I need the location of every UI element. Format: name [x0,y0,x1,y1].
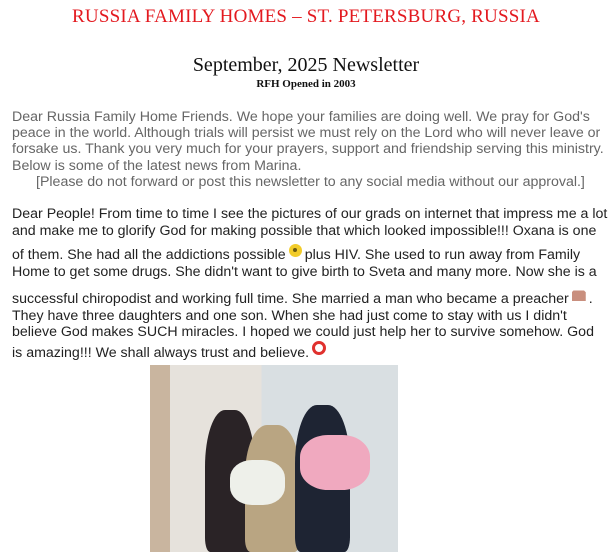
sick-emoji-icon [289,244,302,257]
opened-note: RFH Opened in 2003 [256,78,356,90]
story-line [12,341,607,362]
family-photo [150,365,398,552]
church-icon [572,285,586,301]
story-line: Dear People! From time to time I see the pictures of our grads on internet that impress me a lot [12,206,608,222]
newsletter-date: September, 2025 Newsletter [192,54,420,76]
page-title: RUSSIA FAMILY HOMES – ST. PETERSBURG, RUSSIA [72,6,540,27]
intro-line: forsake us. Thank you very much for your prayers, support and friendship serving this ministry. [12,141,604,158]
notice: [Please do not forward or post this newsletter to any social media without our approval.] [36,173,585,190]
story-line: They have three daughters and one son. When she had just come to stay with us I didn't [12,307,567,324]
story-line: believe God makes SUCH miracles. I hoped we could just help her to survive somehow. God [12,324,594,340]
story-line [12,285,607,308]
intro-line: peace in the world. Although trials will persist we must rely on the Lord who will never leave or [12,125,601,142]
text: successful chiropodist and working full time. She married a man who became a preacher [12,291,569,307]
text: plus HIV. She used to run away from Family [304,247,581,263]
story-line: Home to get some drugs. She didn't want to give birth to Sveta and many more. Now she is a [12,263,597,280]
story-line: and make me to glorify God for making possible that which looked impossible!!! Oxana is one [12,222,597,239]
baby-bundle [300,435,370,490]
story-line [12,244,607,264]
flowers [230,460,285,505]
text: . [588,291,593,307]
intro-paragraph [12,109,604,190]
story-paragraph [12,206,607,361]
intro-line: Dear Russia Family Home Friends. We hope your families are doing well. We pray for God's [12,109,590,125]
lifebuoy-icon [312,341,326,355]
intro-line: Below is some of the latest news from Marina. [12,157,302,174]
text: is amazing!!! We shall always trust and believe. [12,344,310,361]
text: of them. She had all the addictions possible [12,247,286,263]
